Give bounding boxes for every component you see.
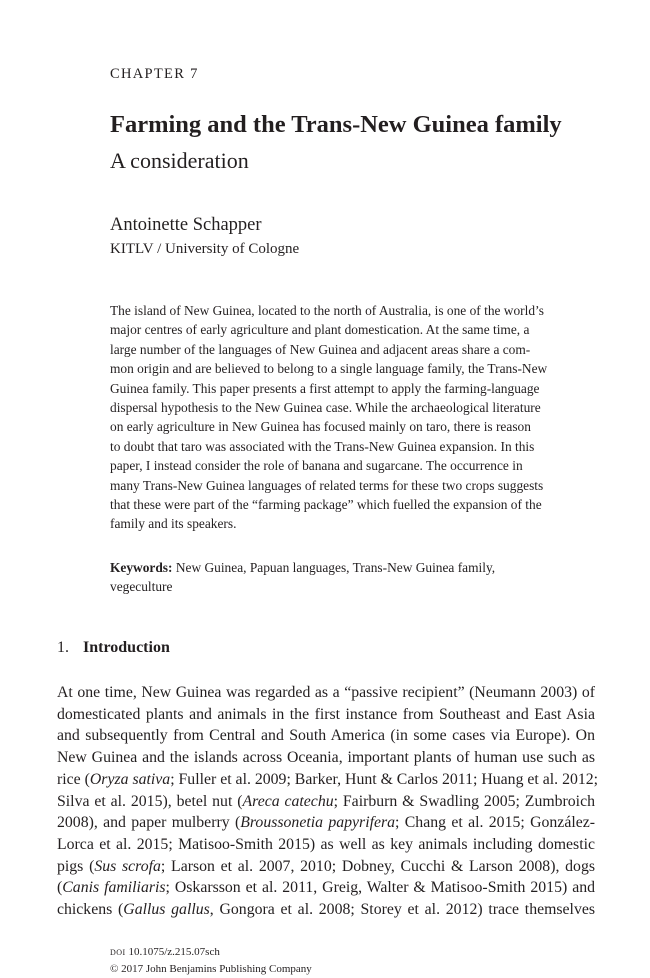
copyright-line: © 2017 John Benjamins Publishing Company [110, 963, 312, 975]
species-name: Sus scrofa [94, 857, 161, 875]
abstract-line: that these were part of the “farming package” which fuelled the expansion of the [110, 497, 542, 513]
section-number: 1. [57, 639, 69, 656]
keywords-line: vegeculture [110, 579, 173, 595]
abstract-line: on early agriculture in New Guinea has focused mainly on taro, there is reason [110, 419, 531, 435]
section-title: Introduction [83, 639, 170, 656]
body-text: pigs ( [57, 857, 95, 875]
abstract-line: to doubt that taro was associated with the Trans-New Guinea expansion. In this [110, 438, 535, 454]
body-text: ; Fuller et al. 2009; Barker, Hunt & Carlos 2011; Huang et al. 2012; [170, 770, 599, 788]
body-line [57, 812, 595, 834]
section-heading [57, 639, 170, 657]
abstract-line: major centres of early agriculture and plant domestication. At the same time, a [110, 322, 530, 338]
doi-value: 10.1075/z.215.07sch [128, 946, 220, 958]
body-text: ; Larson et al. 2007, 2010; Dobney, Cucchi & Larson 2008), dogs [160, 857, 595, 875]
abstract-line: mon origin and are believed to belong to a single language family, the Trans-New [110, 361, 548, 377]
page-footer [110, 944, 312, 978]
species-name: Canis familiaris [62, 879, 166, 897]
keywords [110, 558, 598, 597]
keywords-text: New Guinea, Papuan languages, Trans-New Guinea family, [175, 560, 496, 575]
abstract [110, 301, 598, 534]
body-text: ; Oskarsson et al. 2011, Greig, Walter & Matisoo-Smith 2015) and [165, 879, 595, 897]
body-line [57, 877, 595, 899]
body-text: chickens ( [57, 901, 124, 919]
body-text: rice ( [57, 770, 90, 788]
species-name: Oryza sativa [89, 770, 171, 788]
body-text: 2008), and paper mulberry ( [57, 814, 241, 832]
body-line [57, 899, 595, 921]
chapter-subtitle: A consideration [110, 148, 249, 173]
keywords-label: Keywords: [110, 560, 173, 575]
body-line [57, 856, 595, 878]
species-name: Gallus gallus [123, 901, 210, 919]
species-name: Areca catechu [242, 792, 334, 810]
body-line: New Guinea and the islands across Oceania, important plants of human use such as [57, 749, 595, 767]
abstract-line: family and its speakers. [110, 516, 237, 532]
doi-line [110, 944, 312, 961]
body-line: and subsequently from Central and South America (in some cases via Europe). On [57, 727, 595, 745]
abstract-line: Guinea family. This paper presents a first attempt to apply the farming-language [110, 380, 540, 396]
abstract-line: The island of New Guinea, located to the north of Australia, is one of the world’s [110, 303, 544, 318]
body-line [57, 791, 595, 813]
body-text: ( [57, 879, 63, 897]
keywords-line [110, 558, 598, 577]
author-affiliation: KITLV / University of Cologne [110, 241, 300, 257]
body-line [57, 769, 599, 791]
species-name: Broussonetia papyrifera [240, 814, 396, 832]
body-text: , Gongora et al. 2008; Storey et al. 2012) trace themselves [209, 901, 596, 919]
doi-label: doi [110, 946, 126, 958]
author-name: Antoinette Schapper [110, 215, 262, 235]
body-line: At one time, New Guinea was regarded as a “passive recipient” (Neumann 2003) of [57, 684, 595, 701]
chapter-label: CHAPTER 7 [110, 66, 199, 82]
body-text: ; Chang et al. 2015; González- [395, 814, 596, 832]
body-line: domesticated plants and animals in the first instance from Southeast and East Asia [57, 705, 595, 723]
chapter-title: Farming and the Trans-New Guinea family [110, 111, 562, 138]
body-text: Silva et al. 2015), betel nut ( [57, 792, 243, 810]
body-paragraph [57, 682, 599, 921]
abstract-line: dispersal hypothesis to the New Guinea case. While the archaeological literature [110, 400, 541, 416]
body-line: Lorca et al. 2015; Matisoo-Smith 2015) as well as key animals including domestic [57, 835, 595, 853]
abstract-line: paper, I instead consider the role of banana and sugarcane. The occurrence in [110, 458, 523, 474]
body-text: ; Fairburn & Swadling 2005; Zumbroich [333, 792, 595, 810]
abstract-line: many Trans-New Guinea languages of related terms for these two crops suggests [110, 477, 544, 493]
abstract-line: large number of the languages of New Guinea and adjacent areas share a com- [110, 341, 531, 357]
